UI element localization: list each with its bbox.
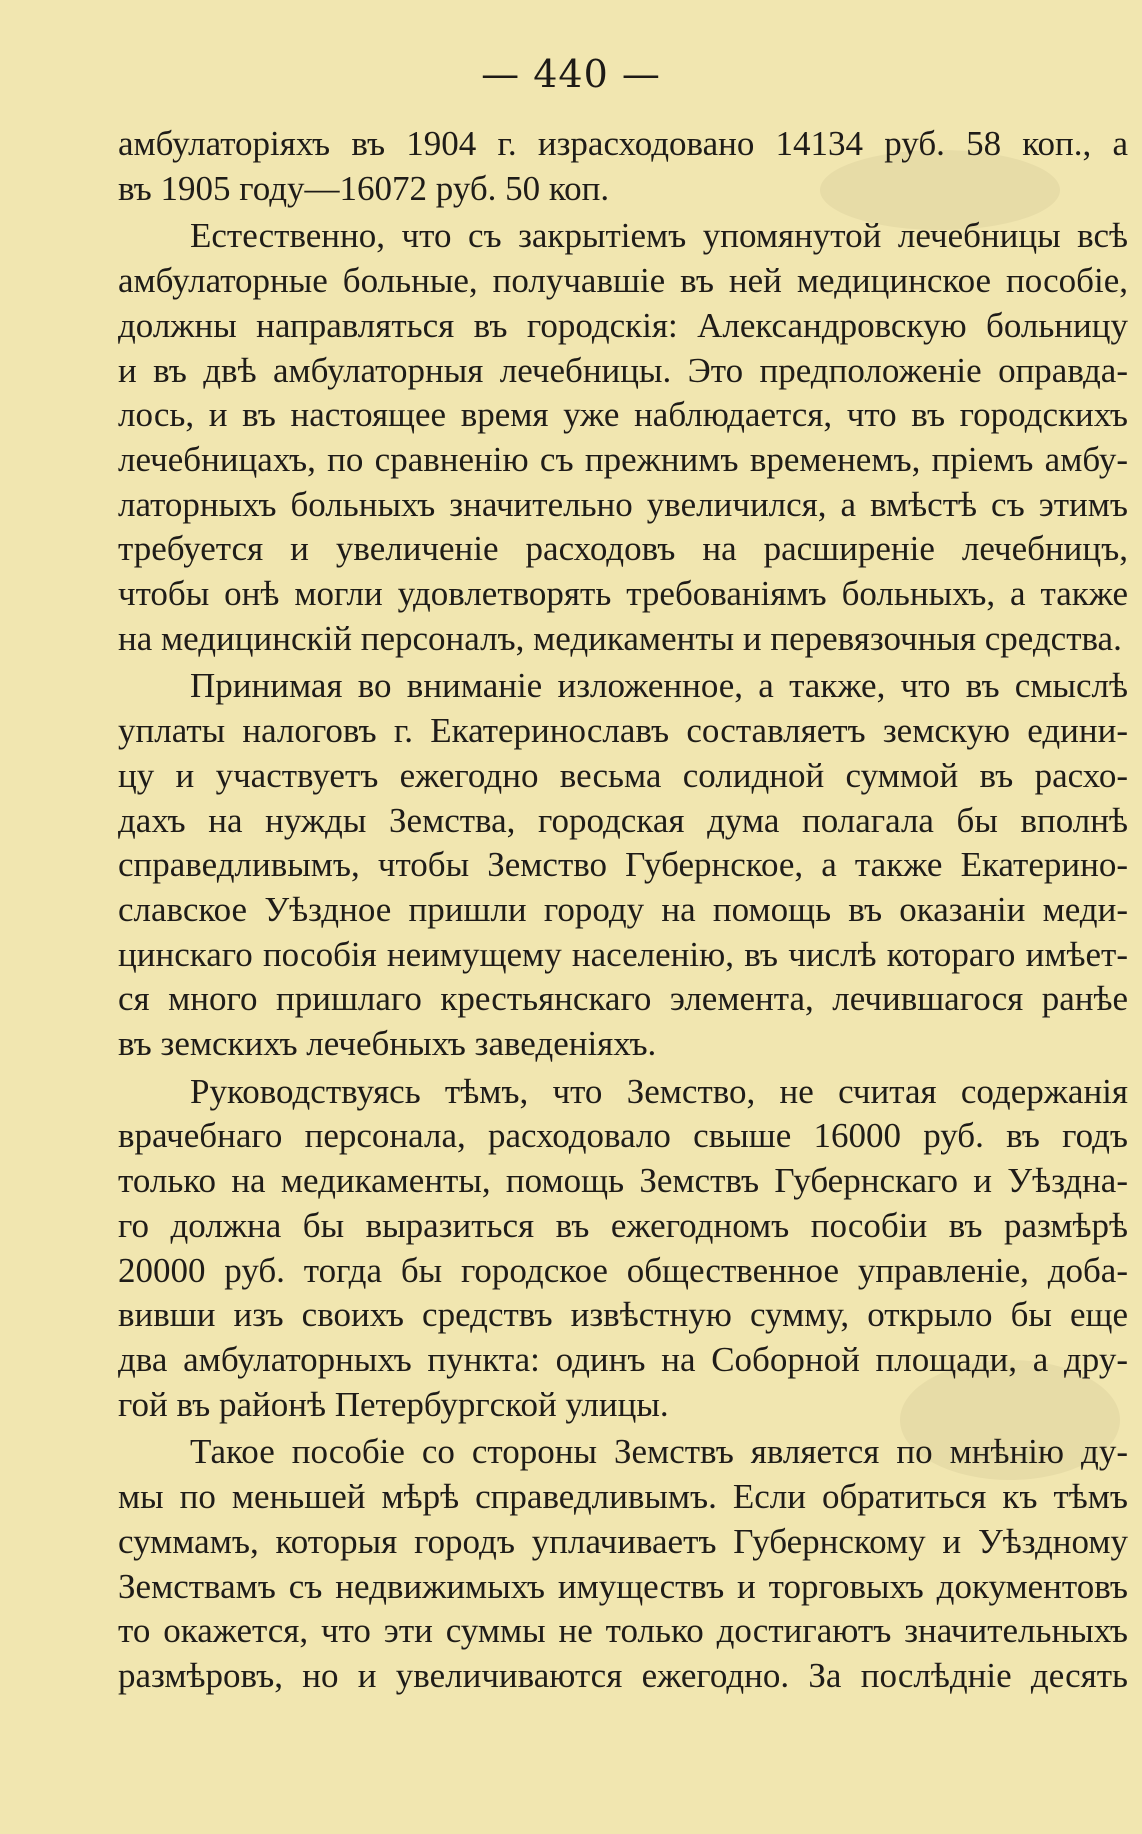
text-line: должны направляться въ городскія: Александровскую больницу [118, 305, 1128, 345]
paragraph [118, 122, 1128, 211]
text-line: мы по меньшей мѣрѣ справедливымъ. Если обратиться къ тѣмъ [118, 1477, 1128, 1517]
text-line: справедливымъ, чтобы Земство Губернское, а также Екатерино- [118, 845, 1128, 885]
text-line: го должна бы выразиться въ ежегодномъ пособіи въ размѣрѣ [118, 1205, 1128, 1245]
text-line: уплаты налоговъ г. Екатеринославъ составляетъ земскую едини- [118, 711, 1128, 751]
text-line: въ земскихъ лечебныхъ заведеніяхъ. [118, 1024, 657, 1064]
text-line: на медицинскій персоналъ, медикаменты и перевязочныя средства. [118, 618, 1122, 658]
text-line: вивши изъ своихъ средствъ извѣстную сумму, открыло бы еще [118, 1295, 1128, 1335]
text-line: лечебницахъ, по сравненію съ прежнимъ временемъ, пріемъ амбу- [118, 439, 1128, 479]
paragraph [118, 664, 1128, 1066]
paragraph [118, 1430, 1128, 1698]
text-line: дахъ на нужды Земства, городская дума полагала бы вполнѣ [118, 800, 1128, 840]
page-text [118, 122, 1128, 1699]
text-line: суммамъ, которыя городъ уплачиваетъ Губернскому и Уѣздному [118, 1521, 1128, 1561]
text-line: 20000 руб. тогда бы городское общественное управленіе, доба- [118, 1250, 1128, 1290]
text-line: латорныхъ больныхъ значительно увеличился, а вмѣстѣ съ этимъ [118, 484, 1128, 524]
page-number: — 440 — [481, 52, 661, 96]
text-line: размѣровъ, но и увеличиваются ежегодно. За послѣдніе десять [118, 1655, 1128, 1695]
text-line: чтобы онѣ могли удовлетворять требованіямъ больныхъ, а также [118, 574, 1128, 614]
text-line: Естественно, что съ закрытіемъ упомянутой лечебницы всѣ [190, 216, 1128, 256]
text-line: ся много пришлаго крестьянскаго элемента, лечившагося ранѣе [118, 979, 1128, 1019]
text-line: цинскаго пособія неимущему населенію, въ числѣ котораго имѣет- [118, 934, 1128, 974]
text-line: требуется и увеличеніе расходовъ на расширеніе лечебницъ, [118, 529, 1128, 569]
text-line: Принимая во вниманіе изложенное, а также, что въ смыслѣ [190, 666, 1128, 706]
text-line: въ 1905 году—16072 руб. 50 коп. [118, 168, 610, 208]
text-line: Руководствуясь тѣмъ, что Земство, не считая содержанія [190, 1071, 1128, 1111]
text-line: то окажется, что эти суммы не только достигаютъ значительныхъ [118, 1611, 1128, 1651]
text-line: амбулаторіяхъ въ 1904 г. израсходовано 14134 руб. 58 коп., а [118, 124, 1128, 163]
paragraph [118, 1070, 1128, 1428]
text-line: два амбулаторныхъ пункта: одинъ на Соборной площади, а дру- [118, 1339, 1128, 1379]
paragraph [118, 214, 1128, 661]
text-line: цу и участвуетъ ежегодно весьма солидной суммой въ расхо- [118, 755, 1128, 795]
text-line: Земствамъ съ недвижимыхъ имуществъ и торговыхъ документовъ [118, 1566, 1128, 1606]
text-line: только на медикаменты, помощь Земствъ Губернскаго и Уѣздна- [118, 1161, 1128, 1201]
text-line: Такое пособіе со стороны Земствъ является по мнѣнію ду- [190, 1432, 1128, 1472]
text-line: амбулаторные больные, получавшіе въ ней медицинское пособіе, [118, 261, 1128, 301]
text-line: гой въ районѣ Петербургской улицы. [118, 1384, 669, 1424]
text-line: и въ двѣ амбулаторныя лечебницы. Это предположеніе оправда- [118, 350, 1128, 390]
text-line: славское Уѣздное пришли городу на помощь въ оказаніи меди- [118, 889, 1128, 929]
text-line: врачебнаго персонала, расходовало свыше 16000 руб. въ годъ [118, 1116, 1128, 1156]
text-line: лось, и въ настоящее время уже наблюдается, что въ городскихъ [118, 395, 1128, 435]
